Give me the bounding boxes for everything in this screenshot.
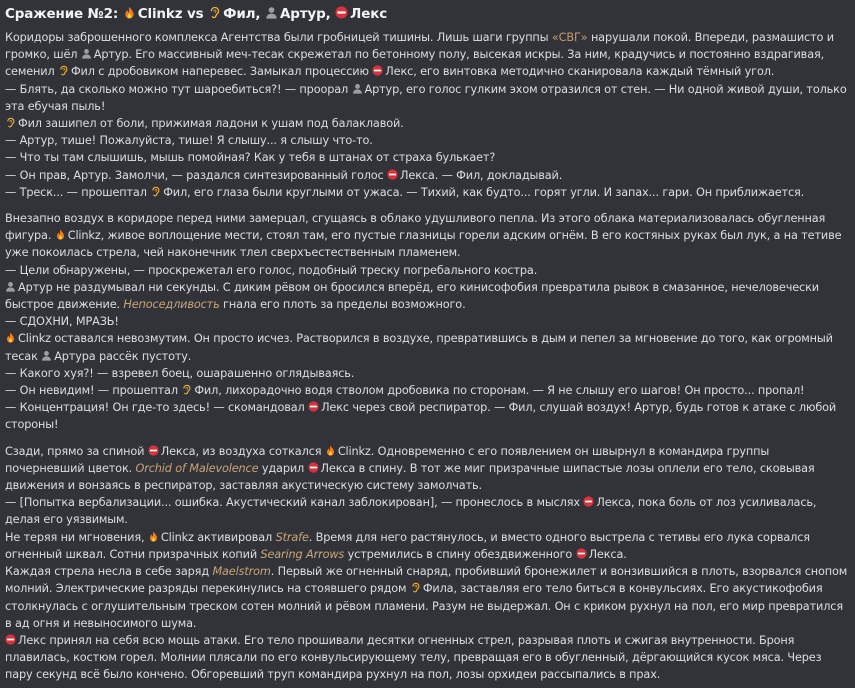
character-name: Лекс xyxy=(385,65,414,79)
gas-mask-icon xyxy=(308,401,319,412)
person-icon xyxy=(5,281,16,292)
story-text: . — Фил, докладывай. xyxy=(434,168,563,182)
story-text: — Какого хуя?! — взревел боец, ошарашенно оглядываясь. xyxy=(5,366,355,380)
story-text: Внезапно воздух в коридоре перед ними замерцал, сгущаясь в облако удушливого пепла. Из этого облака материализовалась обугленная фигура. xyxy=(5,212,826,243)
story-line xyxy=(5,382,849,399)
story-line xyxy=(5,632,849,684)
story-line xyxy=(5,262,849,279)
story-text: , его голос гулким эхом отразился от стен. — Ни одной живой души, только эта ебучая пыль! xyxy=(5,82,847,113)
story-text: , лихорадочно водя стволом дробовика по сторонам. — Я не слышу его шагов! Он просто... пропал! xyxy=(218,384,805,398)
story-text: оставался невозмутим. Он просто исчез. Растворился в воздухе, превратившись в дым и пепел за мгновение до того, как огромный тесак xyxy=(5,332,833,363)
gas-mask-icon xyxy=(335,6,348,19)
story-text: через свой респиратор. — Фил, слушай воздух! Артур, будь готов к атаке с любой стороны! xyxy=(5,401,837,432)
story-text: — Треск... — прошептал xyxy=(5,185,151,199)
gas-mask-icon xyxy=(308,462,319,473)
story-text: , его глаза были круглыми от ужаса. — Тихий, как будто... горят угли. И запах... гари. Он приближается. xyxy=(187,185,805,199)
character-mention xyxy=(55,229,101,242)
story-body xyxy=(5,29,849,684)
person-icon xyxy=(352,83,363,94)
story-text: — Цели обнаружены, — проскрежетал его голос, подобный треску погребального костра. xyxy=(5,263,538,277)
story-text: нарушали покой. Впереди, размашисто и громко, шёл xyxy=(5,31,834,62)
character-mention xyxy=(308,462,356,475)
character-name: Лекса xyxy=(588,547,624,561)
story-text: с дробовиком наперевес. Замыкал процессию xyxy=(94,65,373,79)
flame-icon xyxy=(325,445,336,456)
group-name: «СВГ» xyxy=(551,31,588,44)
story-text: устремились в спину обездвиженного xyxy=(344,547,576,561)
character-mention xyxy=(5,281,53,294)
character-name: Лекса xyxy=(400,168,435,182)
character-mention xyxy=(583,496,631,509)
character-name: Clinkz xyxy=(18,332,51,346)
character-mention xyxy=(5,634,46,647)
character-name: Лекса xyxy=(320,461,356,475)
paragraph-gap xyxy=(5,201,849,210)
battle-title xyxy=(5,4,849,24)
character-mention xyxy=(5,332,51,345)
flame-icon xyxy=(55,229,66,240)
story-line xyxy=(5,330,849,364)
story-text: — Что ты там слышишь, мышь помойная? Как у тебя в штанах от страха булькает? xyxy=(5,151,496,165)
character-mention xyxy=(58,65,95,78)
character-name: Лекс xyxy=(321,401,349,415)
title-clinkz: Clinkz xyxy=(137,6,183,22)
gas-mask-icon xyxy=(387,169,398,180)
character-name: Фила xyxy=(422,582,454,596)
character-mention xyxy=(5,117,42,130)
story-text: зашипел от боли, прижимая ладони к ушам под балаклавой. xyxy=(41,117,404,131)
story-text: Коридоры заброшенного комплекса Агентства были гробницей тишины. Лишь шаги группы xyxy=(5,31,552,44)
gas-mask-icon xyxy=(372,65,383,76)
story-line xyxy=(5,210,849,262)
character-mention xyxy=(150,186,187,199)
flame-icon xyxy=(148,531,159,542)
story-text: . Одновременно с его появлением он швырнул в командира группы почерневший цветок. xyxy=(5,444,770,475)
ear-icon xyxy=(150,186,161,197)
character-name: Лекса xyxy=(160,444,196,458)
story-line xyxy=(5,399,849,433)
story-text: . xyxy=(623,547,627,561)
story-text: — Артур, тише! Пожалуйста, тише! Я слышу... я слышу что-то. xyxy=(5,134,373,148)
story-text: Каждая стрела несла в себе заряд xyxy=(5,565,213,579)
character-name: Clinkz xyxy=(160,530,194,544)
story-text: , из воздуха соткался xyxy=(195,444,325,458)
flame-icon xyxy=(123,6,136,19)
character-mention xyxy=(325,445,371,458)
character-name: Clinkz xyxy=(337,444,371,458)
ear-icon xyxy=(208,6,221,19)
ear-icon xyxy=(181,384,192,395)
title-prefix: Сражение №2: xyxy=(5,6,119,22)
story-text: — Концентрация! Он где-то здесь! — скомандовал xyxy=(5,401,309,415)
character-name: Фил xyxy=(70,65,95,79)
skill-name: Searing Arrows xyxy=(260,547,345,561)
character-name: Артура xyxy=(54,349,96,363)
story-text: — Он невидим! — прошептал xyxy=(5,384,182,398)
character-name: Фил xyxy=(163,185,188,199)
story-line xyxy=(5,132,849,149)
title-vs: vs xyxy=(187,6,204,22)
story-line xyxy=(5,443,849,495)
character-mention xyxy=(410,582,454,595)
character-name: Clinkz xyxy=(67,229,101,243)
character-name: Артур xyxy=(18,280,53,294)
story-line xyxy=(5,494,849,528)
character-mention xyxy=(148,445,196,458)
character-name: Лекс xyxy=(18,633,46,647)
story-line xyxy=(5,563,849,632)
skill-name: Strafe xyxy=(275,530,309,544)
flame-icon xyxy=(5,332,16,343)
story-text: принял на себя всю мощь атаки. Его тело прошивали десятки огненных стрел, разрывая плоть и сжигая внутренности. Броня плавилась, костюм горел. Молнии плясали по его конвульсирующему телу, превращая его в обугленный, дёргающийся кусок мяса. Через пару секунд всё было кончено. Обгоревший труп командира рухнул на пол, лозы орхидеи рассыпались в прах. xyxy=(5,633,822,682)
ear-icon xyxy=(58,65,69,76)
character-mention xyxy=(372,65,413,78)
story-line xyxy=(5,29,849,81)
person-icon xyxy=(41,350,52,361)
ability-name: Непоседливость xyxy=(123,298,220,312)
character-name: Фил xyxy=(18,117,42,131)
character-mention xyxy=(41,350,95,363)
person-icon xyxy=(81,48,92,59)
paragraph-gap xyxy=(5,434,849,443)
story-text: , заставляя его тело биться в конвульсиях. Его акустикофобия столкнулась с оглушительным треском сотен молний и рёвом пламени. Разум не выдержал. Он с криком рухнул на пол, его мир превратился в ад огня и невыносимого шума. xyxy=(5,582,843,630)
character-mention xyxy=(576,547,627,561)
story-text: рассёк пустоту. xyxy=(95,349,192,363)
story-text: — СДОХНИ, МРАЗЬ! xyxy=(5,315,119,329)
story-text: , живое воплощение мести, стоял там, его пустые глазницы горели адским огнём. В его костяных руках был лук, а на тетиве уже покоилась стрела, чей наконечник тлел сверхъестественным пламенем. xyxy=(5,229,842,260)
character-mention xyxy=(81,48,129,61)
story-line xyxy=(5,167,849,184)
story-text: не раздумывал ни секунды. С диким рёвом он бросился вперёд, его кинисофобия превратила рывок в смазанное, нечеловечески быстрое движение. xyxy=(5,280,819,312)
story-text: — Блять, да сколько можно тут шароебиться?! — проорал xyxy=(5,82,352,96)
story-text: в спину. В тот же миг призрачные шипастые лозы оплели его тело, сковывая движения и вонзаясь в респиратор, заставляя акустическую систему замолчать. xyxy=(5,461,815,493)
person-icon xyxy=(265,6,278,19)
skill-name: Maelstrom xyxy=(212,565,271,579)
character-name: Артур xyxy=(364,82,400,96)
story-text: , пока боль от лоз усиливалась, делая его уязвимым. xyxy=(5,496,817,527)
title-artur: Артур, xyxy=(279,6,331,22)
story-text: гнала его плоть за пределы возможного. xyxy=(219,298,466,312)
character-mention xyxy=(181,384,218,397)
gas-mask-icon xyxy=(5,634,16,645)
story-text: ударил xyxy=(258,461,308,475)
story-line xyxy=(5,279,849,313)
story-line xyxy=(5,115,849,132)
story-text: . Первый же огненный снаряд, пробивший бронежилет и вонзившийся в плоть, взорвался снопом молний. Электрические разряды перекинулись на стоявшего рядом xyxy=(5,565,848,596)
story-line xyxy=(5,149,849,166)
story-line xyxy=(5,81,849,115)
story-text: . Время для него растянулось, и вместо одного выстрела с тетивы его лука сорвался огненный шквал. Сотни призрачных копий xyxy=(5,530,810,561)
character-mention xyxy=(148,531,194,544)
character-name: Фил xyxy=(194,384,219,398)
ear-icon xyxy=(5,117,16,128)
story-line xyxy=(5,365,849,382)
story-text: активировал xyxy=(193,530,276,544)
gas-mask-icon xyxy=(148,445,159,456)
story-text: — Он прав, Артур. Замолчи, — раздался синтезированный голос xyxy=(5,168,388,182)
story-text: Не теряя ни мгновения, xyxy=(5,530,148,544)
gas-mask-icon xyxy=(583,496,594,507)
gas-mask-icon xyxy=(576,548,587,559)
story-line xyxy=(5,529,849,563)
character-name: Лекса xyxy=(596,496,632,510)
story-line xyxy=(5,184,849,201)
story-text: . Его массивный меч-тесак скрежетал по бетонному полу, высекая искры. За ним, крадучись и постоянно вздрагивая, семенил xyxy=(5,48,825,79)
title-fil: Фил, xyxy=(223,6,261,22)
character-mention xyxy=(352,83,400,96)
story-text: — [Попытка вербализации... ошибка. Акустический канал заблокирован], — пронеслось в мыслях xyxy=(5,496,584,510)
ear-icon xyxy=(410,582,421,593)
story-line xyxy=(5,313,849,330)
character-name: Артур xyxy=(93,48,129,62)
ability-name: Orchid of Malevolence xyxy=(135,461,259,475)
story-text: , его винтовка методично сканировала каждый тёмный угол. xyxy=(413,65,775,79)
story-text: Сзади, прямо за спиной xyxy=(5,444,148,458)
character-mention xyxy=(308,401,349,414)
character-mention xyxy=(387,169,435,182)
title-leks: Лекс xyxy=(350,6,388,22)
